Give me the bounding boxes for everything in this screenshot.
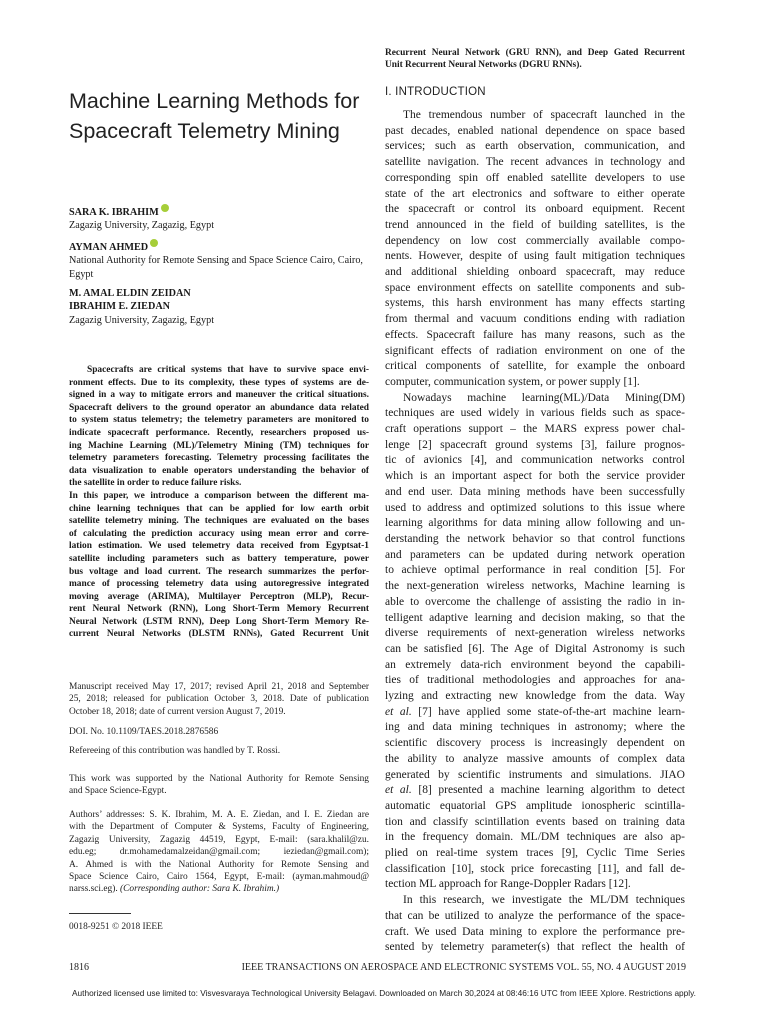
text-line: techniques are used widely in various fields such as space- [385,407,685,420]
text-line: corresponding spin off enabled satellite developers to use [385,171,685,184]
text-line: services; such as earth observation, communication, and [385,140,685,153]
text-line: the spacecraft or control its onboard equipment. Recent [385,203,685,216]
text-line: Spacecrafts are critical systems that have to survive space envi- [87,365,369,375]
manuscript-history [69,681,369,718]
text-line: can be satisfied [6]. The Age of Digital Astronomy is such [385,642,685,655]
text-line: rent Neural Network (RNN), Long Short-Term Memory Recurrent [69,604,369,615]
text-line: lation estimation. We used telemetry data received from Egyptsat-1 [69,541,369,552]
text-line: space environment effects on satellite components and sub- [385,281,685,294]
page-number: 1816 [69,962,89,973]
author-name [69,239,369,254]
text-line: to system status telemetry; the telemetry parameters are monitored to [69,415,369,426]
text-line: automatic equatorial GPS amplitude ionospheric scintilla- [385,799,685,812]
text-line: able to overcome the challenge of assisting the radio in in- [385,595,685,608]
text-line: Space Science Cairo, Cairo 1564, Egypt, E-mail: (ayman.mahmoud@ [69,872,369,883]
text-line: In this paper, we introduce a comparison between the different ma- [69,490,369,501]
author-name-text: AYMAN AHMED [69,241,149,253]
text-line: Spacecraft delivers to the ground operator an abundance data related [69,402,369,413]
text-line: moving average (ARIMA), Multilayer Perceptron (MLP), Recur- [69,591,369,602]
text-line: critical components of satellite, for example the onboard [385,360,685,373]
author-name-text: SARA K. IBRAHIM [69,207,159,218]
text-line: ing and data mining techniques in astronomy; where the [385,721,685,734]
page-footer [69,962,686,976]
text-line: tion and classify scintillation events based on training data [385,815,685,828]
text-line: lenge [2] spacecraft ground systems [3], failure prognos- [385,438,685,451]
text-line: Manuscript received May 17, 2017; revised April 21, 2018 and September [69,682,369,692]
text-line: state of the art electronics and software to either operate [385,187,685,200]
doi: DOI. No. 10.1109/TAES.2018.2876586 [69,727,219,737]
text-line: tection ML approach for Range-Doppler Radars [12]. [385,878,631,891]
text-line: telemetry parameters forecasting. Telemetry processing facilitates the [69,453,369,464]
address-tail: narss.sci.eg). [69,884,121,895]
text-line: craft. We used Data mining to explore the performance pre- [385,925,685,938]
text-line: satellite including parameters such as battery temperature, power [69,553,369,564]
text-line: edu.eg; dr.mohamedamalzeidan@gmail.com; ieziedan@gmail.com); [69,847,369,858]
text-line: Authors’ addresses: S. K. Ibrahim, M. A. E. Ziedan, and I. E. Ziedan are [69,810,369,820]
section-heading: I. INTRODUCTION [385,86,486,98]
text-line: chine learning techniques that can be applied for low earth orbit [69,503,369,514]
text-line: scientific discovery process is increasingly dependent on [385,737,685,750]
abstract-continuation [385,47,685,72]
text-line: This work was supported by the National Authority for Remote Sensing [69,774,369,784]
text-line: bus voltage and load current. The research summarizes the perfor- [69,566,369,577]
text-line: telligent adaptive learning and decision making, so that the [385,611,685,624]
text-line: A. Ahmed is with the National Authority for Remote Sensing and [69,859,369,870]
text-line: satellite telemetry mining. The techniques are evaluated on the bases [69,516,369,527]
text-line: indicate spacecraft performance. Recently, researchers proposed us- [69,427,369,438]
text-line: et al. [7] have applied some state-of-the-art machine learn- [385,705,685,718]
author-block [69,204,369,327]
text-line: current Neural Networks (DLSTM RNNs), Gated Recurrent Unit [69,629,369,640]
title-line: Spacecraft Telemetry Mining [69,119,340,143]
text-line: signed in a way to mitigate errors and maneuver the critical situations. [69,390,369,401]
text-line: Nowadays machine learning(ML)/Data Mining(DM) [403,391,685,404]
text-line: of calculating the prediction accuracy using mean error and corre- [69,528,369,539]
text-line: sented by telemetry parameter(s) that reflect the health of [385,941,685,954]
text-line: the next-generation wireless networks, Machine learning is [385,580,685,593]
text-line: tic of avionics [4], and communication networks control [385,454,685,467]
text-line: and Space Science-Egypt. [69,786,167,797]
orcid-icon[interactable] [150,239,158,247]
text-line: Recurrent Neural Network (GRU RNN), and Deep Gated Recurrent [385,48,685,58]
author-name [69,204,369,219]
author-affiliation: Egypt [69,268,94,280]
text-line: and additional shielding onboard spacecraft, may reduce [385,266,685,279]
text-line: diverse requirements of next-generation wireless networks [385,627,685,640]
text-line: Neural Network (LSTM RNN), Deep Long Short-Term Memory Re- [69,616,369,627]
text-line: ties of traditional methodologies and approaches for ana- [385,674,685,687]
author-affiliation: Zagazig University, Zagazig, Egypt [69,220,215,232]
footnote-rule [69,913,131,914]
text-line: In this research, we investigate the ML/DM techniques [403,894,685,907]
text-line: the ability to analyze massive amounts of complex data [385,752,685,765]
text-line: trend announced in the field of building satellites, is the [385,218,685,231]
text-line: significant effects of radiation environment on one of the [385,344,685,357]
funding-note [69,773,369,798]
author-affiliation: National Authority for Remote Sensing and Space Science Cairo, Cairo, [69,255,363,267]
text-line: generated by scientific instruments and simulations. JIAO [385,768,685,781]
author-affiliation: Zagazig University, Zagazig, Egypt [69,314,215,326]
text-line: that can be utilized to analyze the performance of the space- [385,909,685,922]
text-line: data visualization to enable operators understanding the behavior of [69,465,369,476]
title-line: Machine Learning Methods for [69,89,360,113]
text-line: effects. Spacecraft failure has many reasons, such as the [385,328,685,341]
text-line: classification [10], stock price forecasting [11], and fall de- [385,862,685,875]
text-line: October 18, 2018; date of current version August 7, 2019. [69,706,286,717]
text-line: et al. [8] presented a machine learning algorithm to detect [385,784,685,797]
text-line: craft operations support – the MARS express power chal- [385,423,685,436]
text-line: systems, this harsh environment has many effects starting [385,297,685,310]
text-line: used to address and optimized solutions to this issue where [385,501,685,514]
license-notice: Authorized licensed use limited to: Visvesvaraya Technological University Belagavi. Downloaded on March 30,2024 at 08:46:16 UTC from IEEE Xplore. Restrictions apply. [72,988,696,998]
text-line: lyzing and extracting new knowledge from the data. Way [385,690,685,703]
abstract [69,364,369,641]
corresponding-author: (Corresponding author: Sara K. Ibrahim.) [120,884,280,895]
text-line: dependency on low cost commercially available compo- [385,234,685,247]
text-line: Zagazig University, Zagazig 44519, Egypt, E-mail: (sara.khalil@zu. [69,834,369,845]
text-line: in the frequency domain. ML/DM techniques are also ap- [385,831,685,844]
text-line: nents. However, despite of using fault mitigation techniques [385,250,685,263]
text-line: which is an important aspect for both the service provider [385,470,685,483]
text-line: with the Department of Computer & Systems, Faculty of Engineering, [69,822,369,833]
text-line: ronment effects. Due to its complexity, these types of systems are de- [69,377,369,388]
text-line: plied on real-time system traces [9], Cyclic Time Series [385,847,685,860]
text-line: ing Machine Learning (ML)/Telemetry Mining (TM) techniques for [69,440,369,451]
text-line: mance of processing telemetry data using autoregressive integrated [69,579,369,590]
text-line: an extremely data-rich environment beyond the capabili- [385,658,685,671]
text-line: computer, communication system, or power supply [1]. [385,375,640,388]
text-line: Unit Recurrent Neural Networks (DGRU RNNs). [385,60,582,71]
orcid-icon[interactable] [161,204,169,212]
text-line: and end user. Data mining methods have been successfully [385,485,685,498]
text-line: past decades, enabled national dependence on space based [385,124,685,137]
text-line: 25, 2018; released for publication October 3, 2018. Date of publication [69,694,369,705]
text-line [69,883,369,895]
text-line: derstanding the network behavior so that control functions [385,532,685,545]
text-line: the satellite in order to reduce failure risks. [69,478,242,489]
journal-info: IEEE TRANSACTIONS ON AEROSPACE AND ELECTRONIC SYSTEMS VOL. 55, NO. 4 AUGUST 2019 [241,962,686,973]
text-line: to achieve optimal performance in real condition [5]. For [385,564,685,577]
refereeing-note: Refereeing of this contribution was handled by T. Rossi. [69,746,281,756]
text-line: and parameters can be updated during network operation [385,548,685,561]
author-name: IBRAHIM E. ZIEDAN [69,301,171,313]
text-line: satellite navigation. The recent advances in technology and [385,156,685,169]
author-name: M. AMAL ELDIN ZEIDAN [69,288,191,300]
author-addresses [69,809,369,896]
text-line: from thermal and vacuum conditions ending with radiation [385,313,685,326]
text-line: The tremendous number of spacecraft launched in the [403,109,685,121]
introduction-body [385,108,685,956]
text-line: learning algorithms for data mining allow following and un- [385,517,685,530]
paper-title [69,86,369,146]
copyright: 0018-9251 © 2018 IEEE [69,922,163,932]
